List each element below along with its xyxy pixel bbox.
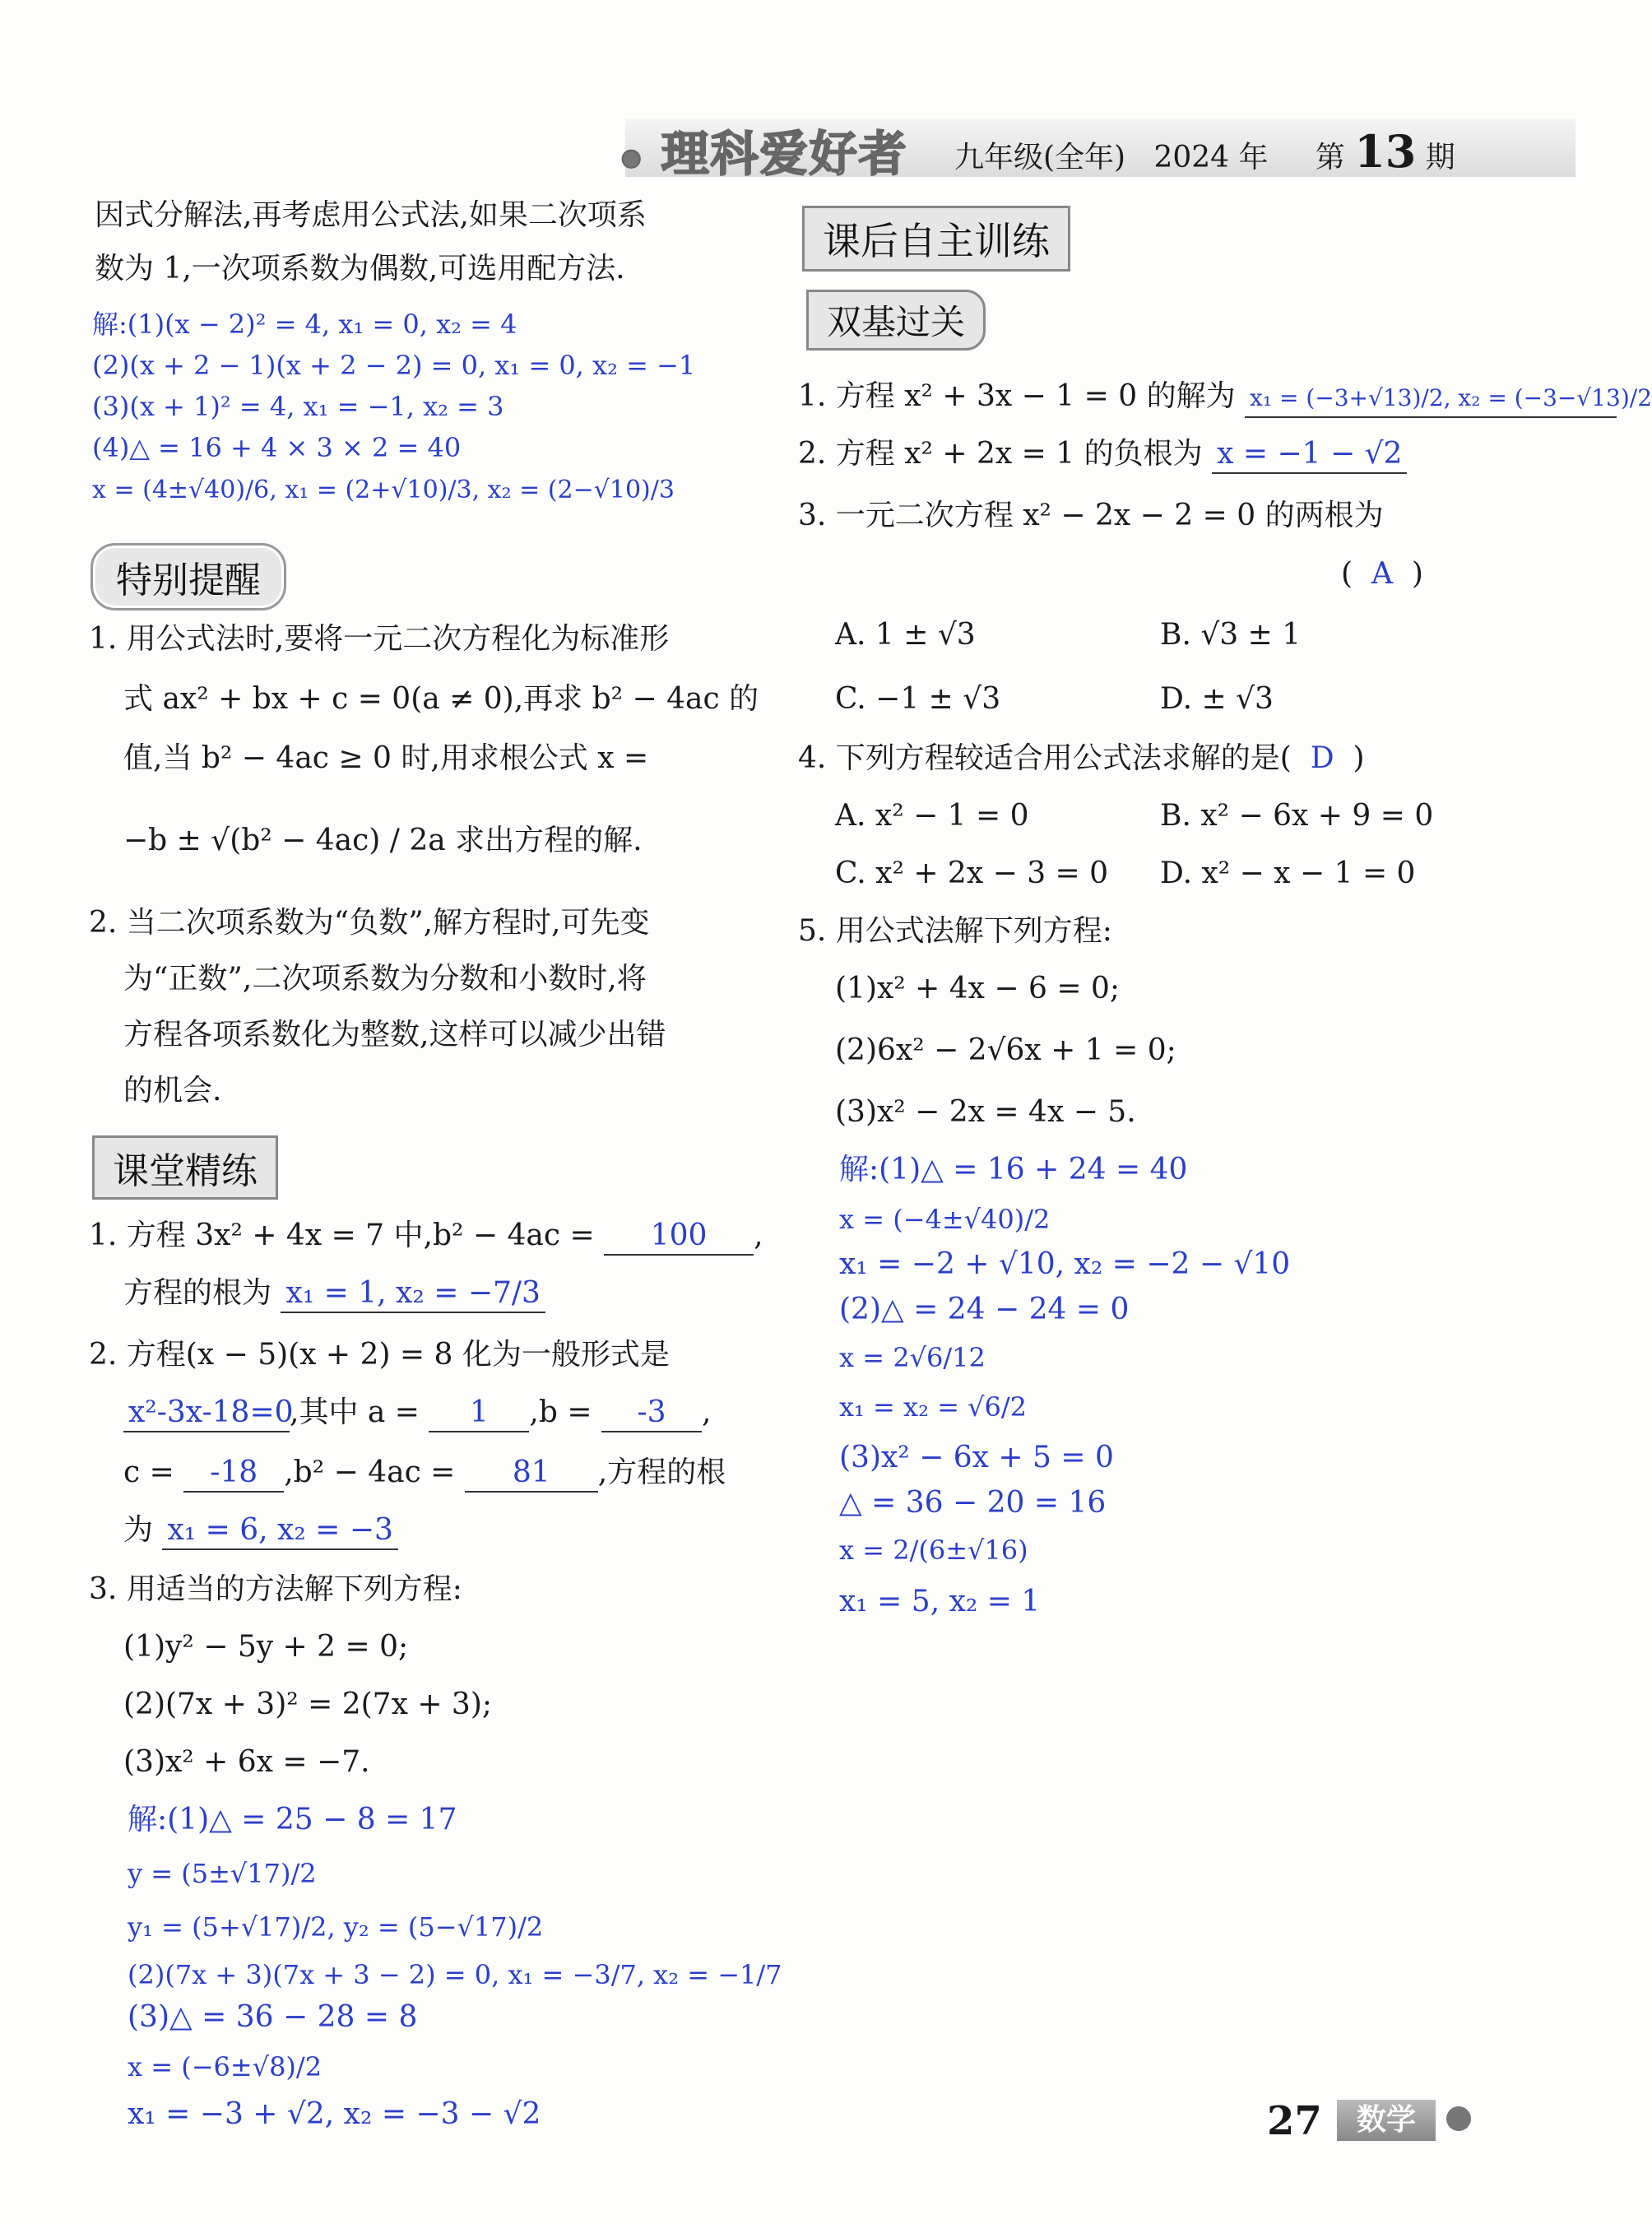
right-q3-answer-slot: ( A ) [1341, 557, 1423, 591]
tip-line-7: 方程各项系数化为整数,这样可以减少出错 [123, 1018, 666, 1052]
question-2-line-2: x²-3x-18=0,其中 a = 1 ,b = -3 , [123, 1395, 711, 1432]
tip-section-title: 特别提醒 [90, 543, 286, 611]
intro-answer-4: (4)△ = 16 + 4 × 3 × 2 = 40 [92, 432, 462, 463]
r5-answer-8: △ = 36 − 20 = 16 [839, 1486, 1107, 1520]
year-label: 2024 年 [1153, 141, 1269, 174]
q2-blank-roots[interactable]: x₁ = 6, x₂ = −3 [162, 1512, 397, 1550]
r3-answer[interactable]: A [1371, 557, 1393, 591]
r5-answer-7: (3)x² − 6x + 5 = 0 [839, 1441, 1114, 1474]
r3-option-c[interactable]: C. −1 ± √3 [835, 682, 1001, 716]
question-1-line-2: 方程的根为 x₁ = 1, x₂ = −7/3 [123, 1275, 545, 1313]
right-q2: 2. 方程 x² + 2x = 1 的负根为 x = −1 − √2 [798, 436, 1407, 474]
q3-answer-7: x₁ = −3 + √2, x₂ = −3 − √2 [128, 2097, 541, 2131]
r5-answer-1: 解:(1)△ = 16 + 24 = 40 [839, 1153, 1188, 1186]
tip-line-6: 为“正数”,二次项系数为分数和小数时,将 [123, 962, 647, 996]
r3-option-b[interactable]: B. √3 ± 1 [1160, 618, 1302, 652]
q2-blank-b[interactable]: -3 [601, 1395, 702, 1432]
r5-answer-2: x = (−4±√40)/2 [839, 1204, 1051, 1235]
q1-blank-discriminant[interactable]: 100 [604, 1218, 754, 1256]
brand-logo: ● 理科爱好者 [621, 126, 908, 182]
right-q4: 4. 下列方程较适合用公式法求解的是( D ) [798, 741, 1365, 775]
question-3-item-2: (2)(7x + 3)² = 2(7x + 3); [123, 1688, 493, 1721]
q1-blank-roots[interactable]: x₁ = 1, x₂ = −7/3 [281, 1275, 545, 1313]
intro-line-2: 数为 1,一次项系数为偶数,可选用配方法. [95, 252, 625, 286]
intro-answer-3: (3)(x + 1)² = 4, x₁ = −1, x₂ = 3 [92, 391, 504, 422]
subject-tag: 数学 [1337, 2100, 1436, 2141]
intro-answer-1: 解:(1)(x − 2)² = 4, x₁ = 0, x₂ = 4 [92, 309, 517, 340]
tip-line-5: 2. 当二次项系数为“负数”,解方程时,可先变 [89, 906, 650, 940]
r3-option-a[interactable]: A. 1 ± √3 [835, 618, 976, 652]
r5-item-1: (1)x² + 4x − 6 = 0; [835, 972, 1121, 1005]
issue-number: 13 [1354, 125, 1417, 178]
question-3-title: 3. 用适当的方法解下列方程: [89, 1572, 462, 1606]
r5-answer-5: x = 2√6/12 [839, 1342, 986, 1373]
r3-option-d[interactable]: D. ± √3 [1160, 682, 1274, 716]
class-practice-title: 课堂精练 [92, 1135, 278, 1200]
tip-line-2: 式 ax² + bx + c = 0(a ≠ 0),再求 b² − 4ac 的 [123, 682, 759, 716]
tip-line-8: 的机会. [123, 1074, 222, 1107]
r4-option-c[interactable]: C. x² + 2x − 3 = 0 [835, 857, 1109, 890]
issue-suffix: 期 [1425, 141, 1455, 174]
r4-option-a[interactable]: A. x² − 1 = 0 [835, 799, 1029, 833]
r4-option-d[interactable]: D. x² − x − 1 = 0 [1160, 857, 1416, 890]
r1-blank-solutions[interactable]: x₁ = (−3+√13)/2, x₂ = (−3−√13)/2 [1245, 380, 1617, 418]
q3-answer-1: 解:(1)△ = 25 − 8 = 17 [128, 1803, 457, 1836]
question-2-line-1: 2. 方程(x − 5)(x + 2) = 8 化为一般形式是 [89, 1338, 670, 1372]
q3-answer-2: y = (5±√17)/2 [128, 1858, 317, 1889]
q2-blank-general-form[interactable]: x²-3x-18=0 [123, 1395, 290, 1432]
right-q5: 5. 用公式法解下列方程: [798, 914, 1112, 948]
r5-item-2: (2)6x² − 2√6x + 1 = 0; [835, 1033, 1176, 1067]
basic-section-title: 双基过关 [806, 290, 986, 351]
question-1-line-1: 1. 方程 3x² + 4x = 7 中,b² − 4ac = 100 , [89, 1218, 763, 1256]
r4-option-b[interactable]: B. x² − 6x + 9 = 0 [1160, 799, 1434, 833]
q2-blank-discriminant[interactable]: 81 [465, 1455, 598, 1493]
r5-answer-9: x = 2/(6±√16) [839, 1535, 1028, 1566]
tip-line-1: 1. 用公式法时,要将一元二次方程化为标准形 [89, 622, 670, 656]
intro-answer-5: x = (4±√40)/6, x₁ = (2+√10)/3, x₂ = (2−√10)/3 [92, 476, 675, 504]
intro-line-1: 因式分解法,再考虑用公式法,如果二次项系 [95, 198, 647, 232]
q3-answer-4: (2)(7x + 3)(7x + 3 − 2) = 0, x₁ = −3/7, x₂ = −1/7 [128, 1959, 782, 1990]
question-3-item-1: (1)y² − 5y + 2 = 0; [123, 1630, 409, 1664]
tip-line-4: −b ± √(b² − 4ac) / 2a 求出方程的解. [123, 824, 643, 857]
issue-prefix: 第 [1315, 141, 1345, 174]
grade-label: 九年级(全年) [954, 141, 1126, 174]
r5-answer-4: (2)△ = 24 − 24 = 0 [839, 1293, 1130, 1326]
r5-answer-10: x₁ = 5, x₂ = 1 [839, 1585, 1041, 1618]
q3-answer-3: y₁ = (5+√17)/2, y₂ = (5−√17)/2 [128, 1911, 544, 1943]
question-2-line-3: c = -18 ,b² − 4ac = 81 ,方程的根 [123, 1455, 726, 1493]
right-q1: 1. 方程 x² + 3x − 1 = 0 的解为 x₁ = (−3+√13)/2, x₂ = (−3−√13)/2 [798, 378, 1617, 418]
r5-answer-6: x₁ = x₂ = √6/2 [839, 1391, 1027, 1423]
issue-info [954, 125, 1455, 178]
r5-answer-3: x₁ = −2 + √10, x₂ = −2 − √10 [839, 1247, 1291, 1281]
right-q3: 3. 一元二次方程 x² − 2x − 2 = 0 的两根为 [798, 499, 1384, 532]
q2-blank-a[interactable]: 1 [429, 1395, 529, 1432]
question-2-line-4: 为 x₁ = 6, x₂ = −3 [123, 1512, 398, 1550]
intro-answer-2: (2)(x + 2 − 1)(x + 2 − 2) = 0, x₁ = 0, x₂ = −1 [92, 350, 696, 381]
question-3-item-3: (3)x² + 6x = −7. [123, 1745, 370, 1779]
q3-answer-6: x = (−6±√8)/2 [128, 2051, 323, 2082]
r5-item-3: (3)x² − 2x = 4x − 5. [835, 1095, 1136, 1129]
q2-blank-c[interactable]: -18 [183, 1455, 284, 1493]
r4-answer[interactable]: D [1310, 741, 1334, 775]
q3-answer-5: (3)△ = 36 − 28 = 8 [128, 2000, 418, 2034]
page-number: 27 [1267, 2098, 1322, 2144]
tip-line-3: 值,当 b² − 4ac ≥ 0 时,用求根公式 x = [123, 741, 649, 775]
r2-blank-negative-root[interactable]: x = −1 − √2 [1212, 436, 1407, 474]
after-class-title: 课后自主训练 [802, 206, 1070, 272]
footer-dot-icon [1446, 2106, 1471, 2131]
